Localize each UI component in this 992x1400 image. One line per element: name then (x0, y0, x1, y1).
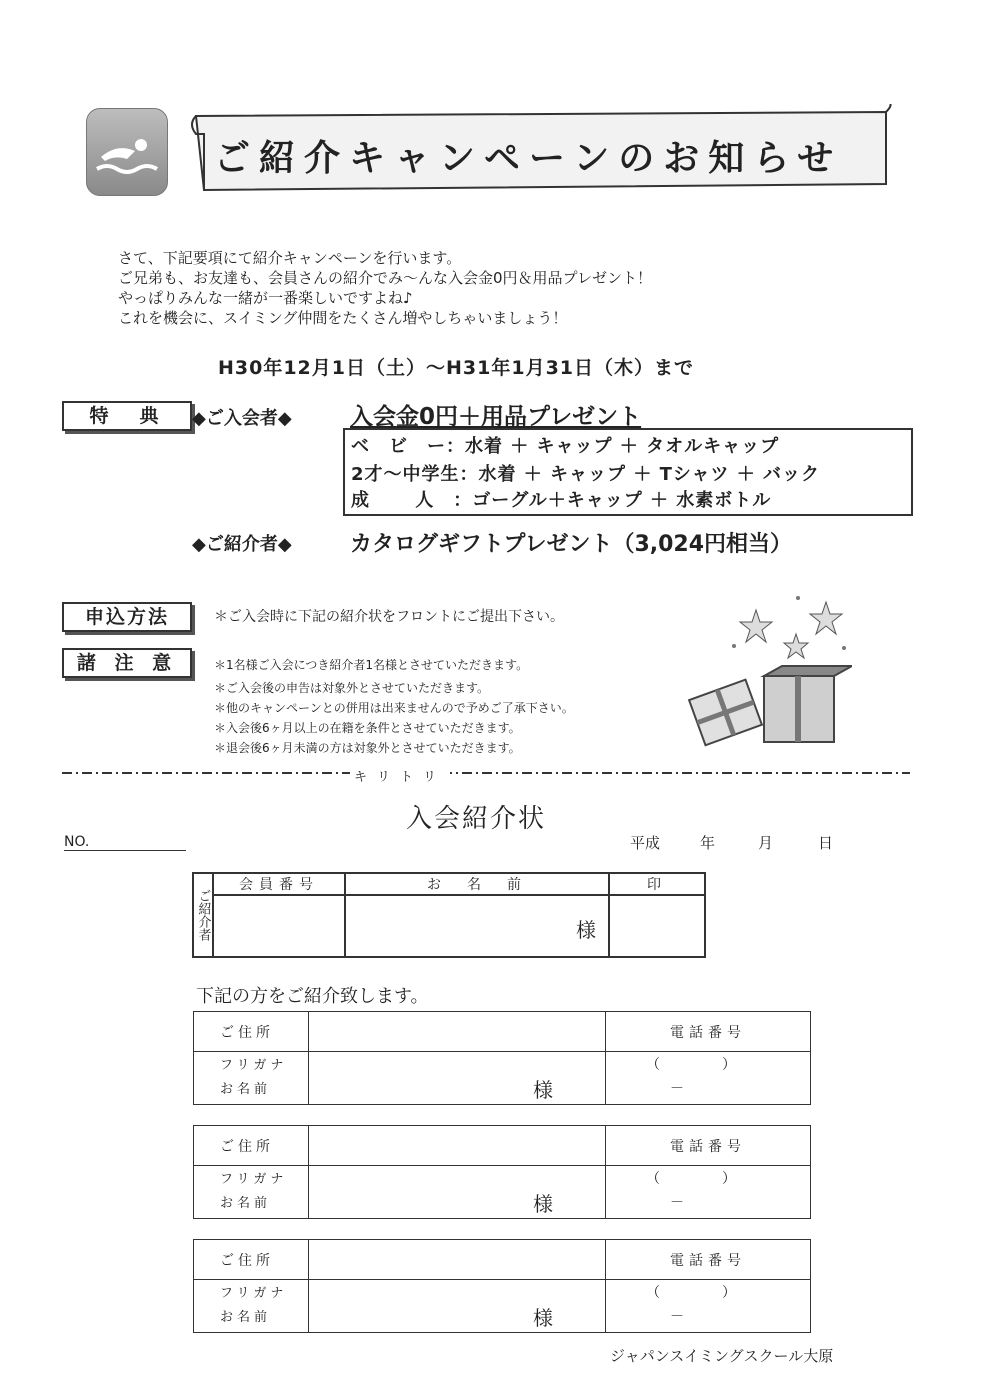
introduced-person-2 (193, 1125, 811, 1219)
name-cell[interactable] (309, 1052, 606, 1105)
phone-paren-close: ） (722, 1171, 736, 1187)
member-no-header: 会員番号 (213, 873, 345, 895)
phone-label: 電話番号 (606, 1240, 811, 1280)
phone-dash: － (670, 1309, 684, 1325)
phone-cell[interactable] (606, 1280, 811, 1333)
prize-row-baby: ベ ビ ー：水着 ＋ キャップ ＋ タオルキャップ (351, 436, 780, 457)
address-cell[interactable] (309, 1012, 606, 1052)
honorific: 様 (533, 1078, 553, 1102)
name-label-cell (194, 1052, 309, 1105)
address-label: ご住所 (194, 1126, 309, 1166)
address-cell[interactable] (309, 1126, 606, 1166)
note-item: ＊退会後6ヶ月未満の方は対象外とさせていただきます。 (214, 741, 521, 755)
name-label: お名前 (220, 1310, 272, 1325)
name-cell[interactable] (309, 1166, 606, 1219)
name-cell[interactable] (309, 1280, 606, 1333)
phone-label: 電話番号 (606, 1126, 811, 1166)
honorific: 様 (533, 1192, 553, 1216)
note-item: ＊他のキャンペーンとの併用は出来ませんので予めご了承下さい。 (214, 701, 574, 715)
intro-line: さて、下記要項にて紹介キャンペーンを行います。 (118, 249, 462, 267)
referrer-label: ◆ご紹介者◆ (192, 534, 292, 555)
referrer-side-label: ご紹介者 (193, 873, 213, 957)
date-year-label: 年 (700, 834, 716, 852)
school-name-footer: ジャパンスイミングスクール大原 (610, 1347, 834, 1365)
phone-paren-open: （ (646, 1285, 660, 1301)
furigana-label: フリガナ (220, 1172, 288, 1187)
cut-label: キリトリ (350, 766, 450, 785)
benefits-label: 特 典 (62, 401, 192, 431)
referrer-benefit: カタログギフトプレゼント（3,024円相当） (350, 532, 793, 557)
form-number-label: NO. (64, 834, 90, 850)
date-month-label: 月 (758, 834, 774, 852)
intro-line: ご兄弟も、お友達も、会員さんの紹介でみ～んな入会金0円＆用品プレゼント！ (118, 269, 652, 287)
member-no-cell[interactable] (213, 895, 345, 957)
referrer-name-cell[interactable] (345, 895, 609, 957)
phone-cell[interactable] (606, 1166, 811, 1219)
cut-line (62, 766, 910, 780)
swimmer-icon (86, 108, 168, 196)
name-label-cell (194, 1166, 309, 1219)
intro-line: これを機会に、スイミング仲間をたくさん増やしちゃいましょう！ (118, 309, 568, 327)
address-label: ご住所 (194, 1240, 309, 1280)
new-member-benefit: 入会金0円＋用品プレゼント (350, 404, 642, 430)
date-era: 平成 (630, 834, 661, 852)
form-number-field[interactable] (64, 834, 186, 851)
name-label-cell (194, 1280, 309, 1333)
address-cell[interactable] (309, 1240, 606, 1280)
seal-header: 印 (609, 873, 705, 895)
name-header: お 名 前 (345, 873, 609, 895)
apply-method-text: ＊ご入会時に下記の紹介状をフロントにご提出下さい。 (214, 609, 564, 625)
phone-paren-open: （ (646, 1057, 660, 1073)
prize-row-adult: 成 人 ：ゴーグル＋キャップ ＋ 水素ボトル (351, 490, 772, 511)
campaign-period: H30年12月1日（土）～H31年1月31日（木）まで (218, 357, 695, 379)
introduce-sentence: 下記の方をご紹介致します。 (196, 986, 429, 1007)
address-label: ご住所 (194, 1012, 309, 1052)
form-title: 入会紹介状 (406, 804, 547, 834)
phone-label: 電話番号 (606, 1012, 811, 1052)
honorific: 様 (533, 1306, 553, 1330)
page-title: ご紹介キャンペーンのお知らせ (214, 138, 843, 179)
introduced-person-1 (193, 1011, 811, 1105)
gift-box-illustration (686, 588, 852, 754)
note-item: ＊1名様ご入会につき紹介者1名様とさせていただきます。 (214, 658, 529, 672)
phone-paren-close: ） (722, 1057, 736, 1073)
prize-list-box (343, 428, 913, 516)
name-label: お名前 (220, 1196, 272, 1211)
phone-paren-close: ） (722, 1285, 736, 1301)
referrer-table (192, 872, 706, 958)
intro-line: やっぱりみんな一緒が一番楽しいですよね♪ (118, 289, 413, 307)
honorific: 様 (576, 918, 596, 942)
prize-row-child: 2才～中学生：水着 ＋ キャップ ＋ Tシャツ ＋ バック (351, 464, 821, 485)
intro-paragraph (118, 248, 652, 328)
apply-method-label: 申込方法 (62, 602, 192, 632)
new-member-label: ◆ご入会者◆ (192, 408, 292, 429)
furigana-label: フリガナ (220, 1058, 288, 1073)
notes-label: 諸 注 意 (62, 648, 192, 678)
introduced-person-3 (193, 1239, 811, 1333)
furigana-label: フリガナ (220, 1286, 288, 1301)
phone-cell[interactable] (606, 1052, 811, 1105)
phone-dash: － (670, 1081, 684, 1097)
phone-dash: － (670, 1195, 684, 1211)
note-item: ＊ご入会後の申告は対象外とさせていただきます。 (214, 681, 490, 695)
note-item: ＊入会後6ヶ月以上の在籍を条件とさせていただきます。 (214, 721, 521, 735)
phone-paren-open: （ (646, 1171, 660, 1187)
name-label: お名前 (220, 1082, 272, 1097)
date-day-label: 日 (818, 834, 834, 852)
seal-cell[interactable] (609, 895, 705, 957)
